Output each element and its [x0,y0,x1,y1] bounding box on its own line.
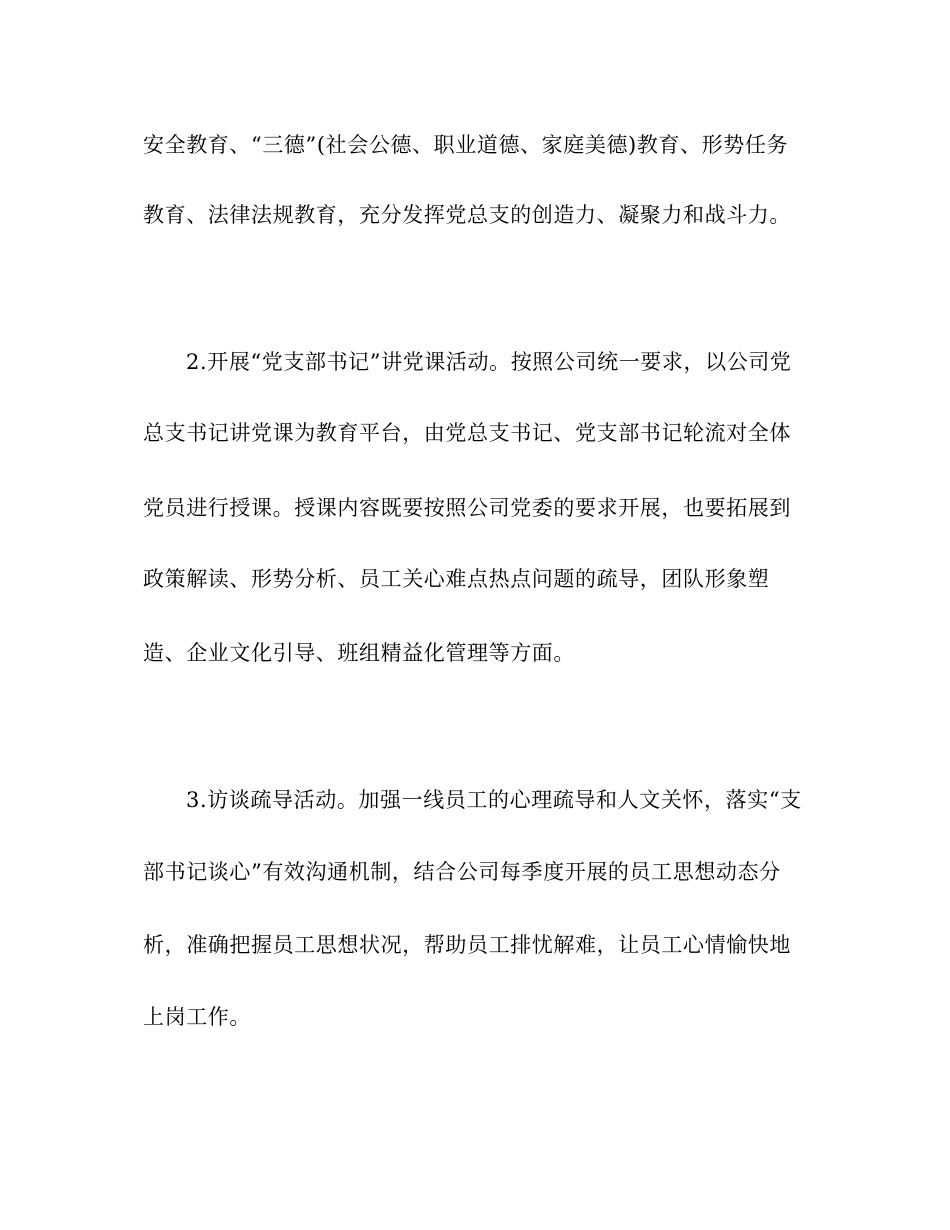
paragraph-2-line-1: 2.开展“党支部书记”讲党课活动。按照公司统一要求，以公司党 [186,350,792,374]
paragraph-1-line-1: 安全教育、“三德”(社会公德、职业道德、家庭美德)教育、形势任务 [143,133,789,157]
paragraph-2-line-5: 造、企业文化引导、班组精益化管理等方面。 [143,641,575,665]
paragraph-1-line-2: 教育、法律法规教育，充分发挥党总支的创造力、凝聚力和战斗力。 [143,203,791,227]
paragraph-3-line-2: 部书记谈心”有效沟通机制，结合公司每季度开展的员工思想动态分 [143,860,781,884]
paragraph-2-line-4: 政策解读、形势分析、员工关心难点热点问题的疏导，团队形象塑 [143,567,770,591]
paragraph-2-line-3: 党员进行授课。授课内容既要按照公司党委的要求开展，也要拓展到 [143,496,791,520]
paragraph-2-line-2: 总支书记讲党课为教育平台，由党总支书记、党支部书记轮流对全体 [143,421,791,445]
paragraph-3-line-3: 析，准确把握员工思想状况，帮助员工排忧解难，让员工心情愉快地 [143,933,791,957]
paragraph-3-line-4: 上岗工作。 [143,1005,251,1029]
paragraph-3-line-1: 3.访谈疏导活动。加强一线员工的心理疏导和人文关怀，落实“支 [186,788,802,812]
